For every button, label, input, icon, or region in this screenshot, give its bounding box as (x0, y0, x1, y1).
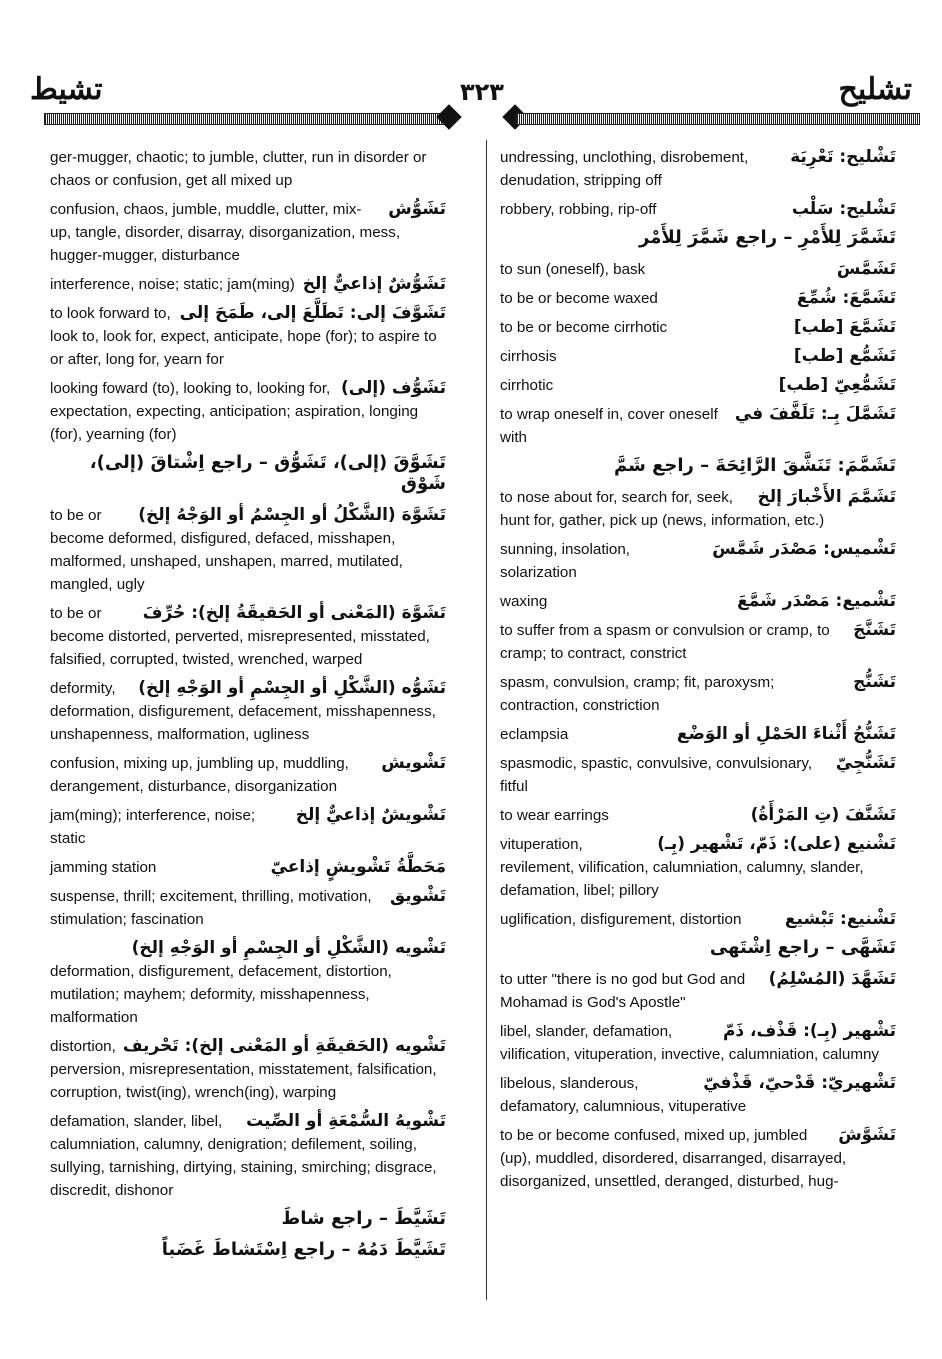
dictionary-entry (500, 833, 896, 902)
english-definition: confusion, chaos, jumble, muddle, clutter, mix-up, tangle, disorder, disarray, disorganization, mess, hugger-mugger, disturbance (50, 201, 401, 264)
column-divider (486, 140, 487, 1300)
cross-reference-entry: تَشَوَّقَ (إلى)، تَشَوُّق – راجع اِشْتاقَ (إلى)، شَوْق (89, 452, 446, 494)
left-column (50, 146, 446, 1270)
english-definition: defamation, slander, libel, calumniation, calumny, denigration; defilement, soiling, sullying, tarnishing, dirtying, staining, smirching; disgrace, discredit, dishonor (50, 1113, 437, 1199)
english-definition: jamming station (50, 859, 157, 876)
arabic-headword: تَشَمُّعِيّ [طب] (778, 375, 896, 395)
arabic-headword: مَحَطَّةُ تَشْويشٍ إذاعيّ (270, 857, 446, 877)
cross-reference-entry: تَشَيَّطَ دَمُهُ – راجع اِسْتَشاطَ غَضَباً (161, 1239, 446, 1260)
dictionary-entry (500, 316, 896, 339)
dictionary-entry (50, 377, 446, 446)
dictionary-entry (50, 752, 446, 798)
dictionary-entry (500, 723, 896, 746)
dictionary-entry (50, 302, 446, 371)
dictionary-entry (50, 198, 446, 267)
arabic-headword: تَشْليح: سَلْب (791, 199, 896, 219)
english-definition: distortion, perversion, misrepresentation, misstatement, falsification, corruption, twist(ing), wrench(ing), warping (50, 1038, 437, 1101)
english-definition: cirrhosis (500, 348, 557, 365)
english-definition: suspense, thrill; excitement, thrilling, motivation, stimulation; fascination (50, 888, 372, 928)
english-definition: to nose about for, search for, seek, hunt for, gather, pick up (news, information, etc.) (500, 489, 825, 529)
arabic-headword: تَشَنَّجَ (853, 620, 896, 640)
arabic-headword: تَشَوَّهَ (المَعْنى أو الحَقيقَةُ إلخ): حُرِّفَ (142, 603, 446, 623)
english-definition: spasmodic, spastic, convulsive, convulsionary, fitful (500, 755, 813, 795)
dictionary-entry (500, 752, 896, 798)
english-definition: eclampsia (500, 726, 569, 743)
english-definition: confusion, mixing up, jumbling up, muddling, derangement, disturbance, disorganization (50, 755, 349, 795)
arabic-headword: تَشْويشٌ إذاعيٌّ إلخ (295, 805, 446, 825)
arabic-headword: تَشَوُّش (388, 199, 446, 219)
arabic-headword: تَشْويه (الشَّكْلِ أو الجِسْمِ أو الوَجْهِ إلخ) (131, 938, 446, 958)
arabic-headword: تَشْنيع (على): ذَمّ، تَشْهير (بِـ) (657, 834, 896, 854)
dictionary-entry (500, 198, 896, 221)
arabic-headword: تَشَمَّمَ الأَخْبارَ إلخ (757, 487, 896, 507)
arabic-headword: تَشْويش (381, 753, 446, 773)
dictionary-entry (500, 804, 896, 827)
dictionary-entry (500, 671, 896, 717)
arabic-headword: تَشَنَّفَ (تِ المَرْأَةُ) (750, 805, 896, 825)
english-definition: to be or become distorted, perverted, misrepresented, misstated, falsified, corrupted, twisted, wrenched, warped (50, 605, 430, 668)
dictionary-entry (50, 1035, 446, 1104)
english-definition: to be or become waxed (500, 290, 658, 307)
dictionary-entry (50, 677, 446, 746)
dictionary-entry (50, 146, 446, 192)
header-right-word: تشليح (838, 72, 912, 107)
dictionary-entry (500, 1020, 896, 1066)
diamond-ornament-left (436, 104, 461, 129)
english-definition: undressing, unclothing, disrobement, denudation, stripping off (500, 149, 749, 189)
dictionary-entry (500, 374, 896, 397)
dictionary-entry (500, 1124, 896, 1193)
english-definition: spasm, convulsion, cramp; fit, paroxysm; contraction, constriction (500, 674, 775, 714)
dictionary-entry (500, 486, 896, 532)
dictionary-entry (50, 856, 446, 879)
dictionary-entry (500, 258, 896, 281)
dictionary-entry (500, 1072, 896, 1118)
arabic-headword: تَشَوَّشَ (838, 1125, 896, 1145)
dictionary-entry (500, 287, 896, 310)
arabic-headword: تَشَهَّدَ (المُسْلِمُ) (768, 969, 896, 989)
english-definition: to wear earrings (500, 807, 609, 824)
arabic-headword: تَشَمُّع [طب] (793, 346, 896, 366)
english-definition: libelous, slanderous, defamatory, calumnious, vituperative (500, 1075, 747, 1115)
english-definition: jam(ming); interference, noise; static (50, 807, 256, 847)
arabic-headword: تَشَنُّجِيّ (835, 753, 896, 773)
english-definition: ger-mugger, chaotic; to jumble, clutter, run in disorder or chaos or confusion, get all mixed up (50, 149, 427, 189)
english-definition: to sun (oneself), bask (500, 261, 646, 278)
arabic-headword: تَشْنيع: تَبْشيع (784, 909, 896, 929)
dictionary-entry (50, 602, 446, 671)
dictionary-entry (500, 968, 896, 1014)
dictionary-entry (500, 538, 896, 584)
header-left-word: تشيط (30, 72, 103, 107)
cross-reference-entry: تَشَمَّمَ: تَنَشَّقَ الرَّائِحَةَ – راجع شَمَّ (614, 455, 896, 476)
arabic-headword: تَشَوُّشٌ إذاعيٌّ إلخ (302, 274, 446, 294)
arabic-headword: تَشْميع: مَصْدَر شَمَّعَ (737, 591, 896, 611)
dictionary-entry (500, 403, 896, 449)
english-definition: to be or become confused, mixed up, jumbled (up), muddled, disordered, disarranged, disarrayed, disorganized, unsettled, deranged, disturbed, hug- (500, 1127, 847, 1190)
dictionary-entry (50, 885, 446, 931)
arabic-headword: تَشْميس: مَصْدَر شَمَّسَ (712, 539, 896, 559)
dictionary-entry (50, 804, 446, 850)
dictionary-entry (50, 1110, 446, 1202)
arabic-headword: تَشَمَّعَ [طب] (793, 317, 896, 337)
english-definition: looking foward (to), looking to, looking for, expectation, expecting, anticipation; aspiration, longing (for), yearning (for) (50, 380, 419, 443)
arabic-headword: تَشْليح: تَعْرِيَة (790, 147, 896, 167)
arabic-headword: تَشْهير (بِـ): قَذْف، ذَمّ (722, 1021, 896, 1041)
header-rule-left (44, 113, 448, 125)
dictionary-entry (500, 345, 896, 368)
english-definition: uglification, disfigurement, distortion (500, 911, 742, 928)
english-definition: cirrhotic (500, 377, 554, 394)
arabic-headword: تَشَوَّفَ إلى: تَطَلَّعَ إلى، طَمَحَ إلى (179, 303, 446, 323)
arabic-headword: تَشْهيريّ: قَدْحيّ، قَذْفيّ (703, 1073, 896, 1093)
dictionary-entry (50, 273, 446, 296)
dictionary-entry (500, 590, 896, 613)
english-definition: interference, noise; static; jam(ming) (50, 276, 295, 293)
english-definition: to utter "there is no god but God and Mohamad is God's Apostle" (500, 971, 746, 1011)
cross-reference-entry: تَشَمَّرَ لِلأَمْرِ – راجع شَمَّرَ لِلأَمْر (639, 227, 896, 248)
english-definition: to look forward to, look to, look for, expect, anticipate, hope (for); to aspire to or after, long for, yearn for (50, 305, 437, 368)
arabic-headword: تَشَمَّلَ بِـ: تَلَفَّفَ في (734, 404, 896, 424)
arabic-headword: تَشَوُّف (إلى) (341, 378, 446, 398)
arabic-headword: تَشْويهُ السُّمْعَةِ أو الصِّيت (246, 1111, 446, 1131)
english-definition: vituperation, revilement, vilification, calumniation, calumny, slander, defamation, libel; pillory (500, 836, 864, 899)
english-definition: robbery, robbing, rip-off (500, 201, 657, 218)
english-definition: deformity, deformation, disfigurement, defacement, misshapenness, unshapenness, malformation, ugliness (50, 680, 436, 743)
english-definition: to be or become deformed, disfigured, defaced, misshapen, malformed, unshaped, unshapen, marred, mutilated, mangled, ugly (50, 507, 403, 593)
arabic-headword: تَشَنُّجُ أَثْناءَ الحَمْلِ أو الوَضْع (676, 724, 896, 744)
english-definition: to be or become cirrhotic (500, 319, 668, 336)
cross-reference-entry: تَشَهَّى – راجع اِشْتَهى (709, 937, 896, 958)
english-definition: sunning, insolation, solarization (500, 541, 631, 581)
arabic-headword: تَشَوُّه (الشَّكْلِ أو الجِسْمِ أو الوَجْهِ إلخ) (138, 678, 446, 698)
english-definition: libel, slander, defamation, vilification, vituperation, invective, calumniation, calumny (500, 1023, 880, 1063)
arabic-headword: تَشَمَّسَ (836, 259, 896, 279)
arabic-headword: تَشْويق (389, 886, 446, 906)
dictionary-entry (50, 504, 446, 596)
dictionary-entry (500, 146, 896, 192)
english-definition: to suffer from a spasm or convulsion or cramp, to cramp; to contract, constrict (500, 622, 830, 662)
header-rule-right (516, 113, 920, 125)
arabic-headword: تَشَوَّهَ (الشَّكْلُ أو الجِسْمُ أو الوَجْهُ إلخ) (138, 505, 446, 525)
english-definition: to wrap oneself in, cover oneself with (500, 406, 718, 446)
english-definition: waxing (500, 593, 548, 610)
cross-reference-entry: تَشَيَّطَ – راجع شاطَ (281, 1208, 446, 1229)
arabic-headword: تَشْويه (الحَقيقَةِ أو المَعْنى إلخ): تَحْريف (122, 1036, 446, 1056)
dictionary-entry (50, 937, 446, 1029)
right-column (500, 146, 896, 1199)
dictionary-entry (500, 619, 896, 665)
dictionary-entry (500, 908, 896, 931)
page-number: ٣٢٣ (460, 78, 504, 106)
arabic-headword: تَشَمَّعَ: شُمِّعَ (796, 288, 896, 308)
arabic-headword: تَشَنُّج (853, 672, 896, 692)
english-definition: deformation, disfigurement, defacement, distortion, mutilation; mayhem; deformity, misshapenness, malformation (50, 963, 392, 1026)
